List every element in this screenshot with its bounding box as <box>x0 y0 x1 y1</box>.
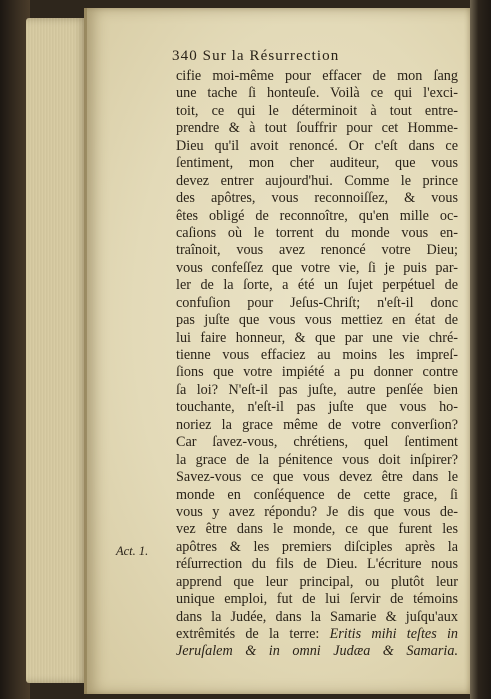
text-line: des apôtres, vous reconnoiſſez, & vous <box>176 190 458 207</box>
margin-reference: Act. 1. <box>116 544 149 558</box>
page-gutter <box>84 8 87 694</box>
text-line: ſions que votre impiété a pu donner contre <box>176 364 458 381</box>
text-line: apprend que leur principal, ou plutôt leur <box>176 573 458 590</box>
text-line: lui faire honneur, & que par une vie chré- <box>176 329 458 346</box>
text-line: devez entrer aujourd'hui. Comme le prince <box>176 172 458 189</box>
text-line: ſa loi? N'eſt-il pas juſte, autre penſée bien <box>176 381 458 398</box>
body-text <box>176 68 458 661</box>
text-line: tienne vous effaciez au moins les impreſ- <box>176 347 458 363</box>
text-line: touchante, n'eſt-il pas juſte que vous ho- <box>176 399 458 416</box>
text-line: noriez la grace même de votre converſion? <box>176 416 458 433</box>
page-stack-edges <box>26 18 88 683</box>
text-line: unique emploi, fut de lui ſervir de témoins <box>176 591 458 608</box>
text-line: Car ſavez-vous, chrétiens, quel ſentiment <box>176 434 458 451</box>
text-line: une tache ſi honteuſe. Voilà ce qui l'exci- <box>176 85 458 102</box>
text-line: toit, ce qui le déterminoit à tout entre- <box>176 102 458 119</box>
text-line: êtes obligé de reconnoître, qu'en mille oc- <box>176 207 458 224</box>
text-line: vous y avez répondu? Je dis que vous de- <box>176 503 458 520</box>
text-line: monde en conſéquence de cette grace, ſi <box>176 486 458 503</box>
text-line: dans la Judée, dans la Samarie & juſqu'aux <box>176 608 458 625</box>
text-roman: extrêmités de la terre: <box>176 626 330 642</box>
text-line: pas juſte que vous vous mettiez en état de <box>176 312 458 329</box>
text-line: Dieu qu'il avoit renoncé. Or c'eſt dans ce <box>176 137 458 154</box>
text-line: vez être dans le monde, ce que furent les <box>176 521 458 538</box>
text-line: traînoit, vous avez renoncé votre Dieu; <box>176 242 458 259</box>
text-line: Savez-vous ce que vous devez être dans le <box>176 469 458 486</box>
text-line: apôtres & les premiers diſciples après la <box>176 538 458 555</box>
text-line: vous confeſſez que votre vie, ſi je puis par- <box>176 259 458 276</box>
text-line: cifie moi-même pour effacer de mon ſang <box>176 68 458 84</box>
text-line: ler de la ſorte, a été un ſujet perpétuel de <box>176 277 458 294</box>
book-right-edge <box>470 0 491 699</box>
text-line: la grace de la pénitence vous doit inſpirer? <box>176 451 458 468</box>
text-line: réſurrection du fils de Dieu. L'écriture nous <box>176 556 458 573</box>
text-line: confuſion pour Jeſus-Chriſt; n'eſt-il donc <box>176 294 458 311</box>
text-line-mixed <box>176 626 458 643</box>
text-line: ſentiment, mon cher auditeur, que vous <box>176 155 458 172</box>
running-head: 340 Sur la Résurrection <box>172 48 340 64</box>
latin-quotation: Eritis mihi teſtes in <box>329 626 459 642</box>
text-line: prendre & à tout ſouffrir pour cet Homme- <box>176 120 458 137</box>
latin-quotation-line: Jeruſalem & in omni Judæa & Samaria. <box>176 643 458 660</box>
text-line: caſions où le torrent du monde vous en- <box>176 224 458 241</box>
